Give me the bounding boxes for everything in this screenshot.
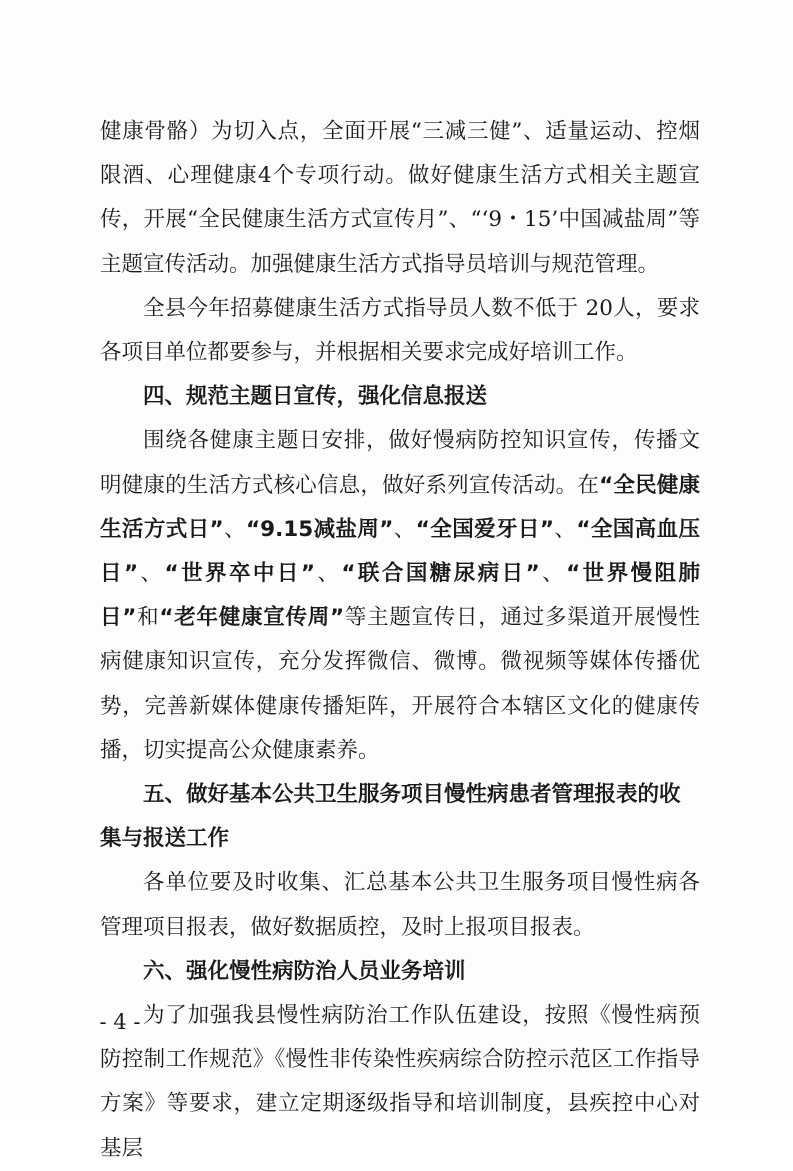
- separator: 、: [539, 561, 567, 587]
- page-number: - 4 -: [99, 1010, 141, 1034]
- theme-day-name: “老年健康宣传周”: [159, 605, 345, 631]
- paragraph-healthy-lifestyle-actions: 健康骨骼）为切入点，全面开展“三减三健”、适量运动、控烟限酒、心理健康4个专项行动。做好健康生活方式相关主题宣传，开展“全民健康生活方式宣传月”、“‘9・15’中国减盐周”等主题宣传活动。加强健康生活方式指导员培训与规范管理。: [100, 119, 700, 277]
- paragraph-staff-training: 为了加强我县慢性病防治工作队伍建设，按照《慢性病预防控制工作规范》《慢性非传染性疾病综合防控示范区工作指导方案》等要求，建立定期逐级指导和培训制度，县疾控中心对基层: [100, 1003, 700, 1161]
- section-heading-6: 六、强化慢性病防治人员业务培训: [143, 958, 466, 984]
- paragraph-theme-day-publicity: [100, 419, 700, 773]
- separator: 和: [136, 605, 160, 631]
- paragraph-text: 围绕各健康主题日安排，做好慢病防控知识宣传，传播文明健康的生活方式核心信息，做好系列宣传活动。在: [100, 428, 700, 498]
- section-heading-5: 五、做好基本公共卫生服务项目慢性病患者管理报表的收集与报送工作: [100, 782, 681, 852]
- theme-day-name: “9.15减盐周”: [246, 516, 394, 542]
- section-heading-4: 四、规范主题日宣传，强化信息报送: [143, 384, 488, 410]
- theme-day-name: “全国高血压日”: [100, 516, 700, 587]
- separator: 、: [314, 561, 342, 587]
- theme-day-name: “联合国糖尿病日”: [341, 561, 540, 587]
- theme-day-name: “世界慢阻肺日”: [100, 561, 700, 631]
- paragraph-instructor-recruitment: 全县今年招募健康生活方式指导员人数不低于 20人，要求各项目单位都要参与，并根据相关要求完成好培训工作。: [100, 295, 700, 366]
- separator: 、: [553, 516, 577, 542]
- separator: 、: [138, 561, 165, 587]
- theme-day-name: “全国爱牙日”: [415, 516, 554, 542]
- theme-day-name: “世界卒中日”: [164, 561, 315, 587]
- separator: 、: [223, 516, 246, 542]
- separator: 、: [393, 516, 416, 542]
- paragraph-report-collection: 各单位要及时收集、汇总基本公共卫生服务项目慢性病各管理项目报表，做好数据质控，及时上报项目报表。: [100, 870, 700, 940]
- paragraph-text: 等主题宣传日，通过多渠道开展慢性病健康知识宣传，充分发挥微信、微博。微视频等媒体传播优势，完善新媒体健康传播矩阵，开展符合本辖区文化的健康传播，切实提高公众健康素养。: [100, 605, 700, 763]
- theme-day-name: “全民健康生活方式日”: [100, 472, 700, 542]
